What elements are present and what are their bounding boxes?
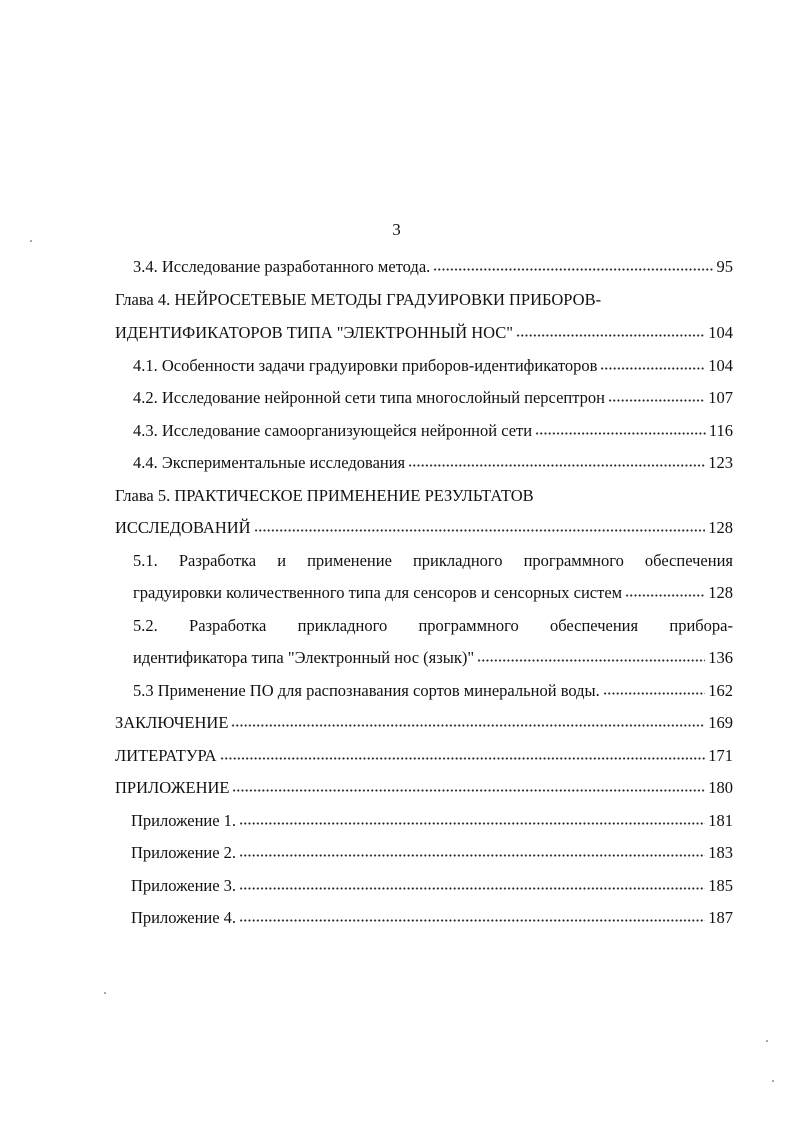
toc-entry-page: 136 xyxy=(708,648,733,667)
toc-entry-page: 169 xyxy=(708,713,733,732)
toc-entry-title: ЗАКЛЮЧЕНИЕ xyxy=(115,713,229,732)
toc-entry-title: 4.3. Исследование самоорганизующейся нейронной сети xyxy=(133,421,533,440)
dot-leader xyxy=(239,854,705,857)
toc-entry-page: 128 xyxy=(708,518,733,537)
toc-entry-4-4 xyxy=(133,452,733,474)
scan-speck xyxy=(772,1080,774,1082)
toc-entry-title: идентификатора типа "Электронный нос (язык)" xyxy=(133,648,475,667)
toc-entry-4-3 xyxy=(133,420,733,442)
toc-entry-title: Приложение 4. xyxy=(131,908,237,927)
toc-entry-title: 5.2. Разработка прикладного программного обеспечения прибора- xyxy=(133,616,733,635)
toc-entry-5-3 xyxy=(133,680,733,702)
toc-entry-page: 128 xyxy=(708,583,733,602)
scan-speck xyxy=(30,240,32,242)
toc-appendix xyxy=(115,777,733,799)
toc-entry-4-1 xyxy=(133,355,733,377)
toc-chapter-4-line-2 xyxy=(115,322,733,344)
toc-entry-title: Приложение 3. xyxy=(131,876,237,895)
dot-leader xyxy=(239,919,705,922)
toc-entry-5-2-line-2 xyxy=(133,647,733,669)
toc-appendix-2 xyxy=(131,842,733,864)
toc-entry-page: 123 xyxy=(708,453,733,472)
dot-leader xyxy=(408,464,705,467)
toc-entry-title: 4.2. Исследование нейронной сети типа многослойный персептрон xyxy=(133,388,605,407)
toc-entry-page: 171 xyxy=(708,746,733,765)
toc-chapter-4-line-1 xyxy=(115,289,733,311)
toc-literature xyxy=(115,745,733,767)
dot-leader xyxy=(608,399,705,402)
toc-entry-page: 116 xyxy=(708,421,733,440)
toc-entry-page: 162 xyxy=(708,681,733,700)
toc-entry-page: 180 xyxy=(708,778,733,797)
dot-leader xyxy=(535,432,706,435)
scan-speck xyxy=(104,992,106,994)
toc-conclusion xyxy=(115,712,733,734)
dot-leader xyxy=(516,334,705,337)
toc-appendix-1 xyxy=(131,810,733,832)
toc-entry-title: Приложение 2. xyxy=(131,843,237,862)
toc-entry-title: 4.4. Экспериментальные исследования xyxy=(133,453,406,472)
toc-entry-title: 3.4. Исследование разработанного метода. xyxy=(133,257,431,276)
toc-entry-title: градуировки количественного типа для сенсоров и сенсорных систем xyxy=(133,583,623,602)
toc-chapter-title: Глава 4. НЕЙРОСЕТЕВЫЕ МЕТОДЫ ГРАДУИРОВКИ ПРИБОРОВ- xyxy=(115,290,602,309)
toc-entry-page: 185 xyxy=(708,876,733,895)
dot-leader xyxy=(239,887,705,890)
toc-entry-title: Приложение 1. xyxy=(131,811,237,830)
dot-leader xyxy=(254,529,706,532)
toc-chapter-5-line-2 xyxy=(115,517,733,539)
dot-leader xyxy=(220,757,706,760)
toc-chapter-title: ИССЛЕДОВАНИЙ xyxy=(115,518,251,537)
toc-entry-page: 181 xyxy=(708,811,733,830)
toc-entry-5-1-line-2 xyxy=(133,582,733,604)
dot-leader xyxy=(231,724,705,727)
toc-entry-title: ЛИТЕРАТУРА xyxy=(115,746,217,765)
toc-entry-page: 183 xyxy=(708,843,733,862)
toc-entry-page: 187 xyxy=(708,908,733,927)
toc-entry-page: 104 xyxy=(708,356,733,375)
toc-entry-3-4 xyxy=(133,256,733,278)
toc-entry-5-2-line-1 xyxy=(133,615,733,637)
toc-entry-page: 95 xyxy=(716,257,733,276)
dot-leader xyxy=(232,789,705,792)
toc-entry-title: 5.1. Разработка и применение прикладного программного обеспечения xyxy=(133,551,733,570)
scan-speck xyxy=(766,1040,768,1042)
dot-leader xyxy=(477,659,705,662)
toc-entry-4-2 xyxy=(133,387,733,409)
toc-entry-5-1-line-1 xyxy=(133,550,733,572)
toc-entry-page: 107 xyxy=(708,388,733,407)
toc-entry-page: 104 xyxy=(708,323,733,342)
toc-entry-title: ПРИЛОЖЕНИЕ xyxy=(115,778,230,797)
dot-leader xyxy=(239,822,705,825)
toc-chapter-title: ИДЕНТИФИКАТОРОВ ТИПА "ЭЛЕКТРОННЫЙ НОС" xyxy=(115,323,514,342)
toc-entry-title: 5.3 Применение ПО для распознавания сортов минеральной воды. xyxy=(133,681,600,700)
toc-chapter-5-line-1 xyxy=(115,485,733,507)
page-number: 3 xyxy=(392,220,401,239)
dot-leader xyxy=(625,594,705,597)
dot-leader xyxy=(433,268,713,271)
toc-chapter-title: Глава 5. ПРАКТИЧЕСКОЕ ПРИМЕНЕНИЕ РЕЗУЛЬТАТОВ xyxy=(115,486,534,505)
toc-entry-title: 4.1. Особенности задачи градуировки приборов-идентификаторов xyxy=(133,356,598,375)
toc-appendix-4 xyxy=(131,907,733,929)
dot-leader xyxy=(603,692,705,695)
dot-leader xyxy=(600,367,705,370)
toc-appendix-3 xyxy=(131,875,733,897)
